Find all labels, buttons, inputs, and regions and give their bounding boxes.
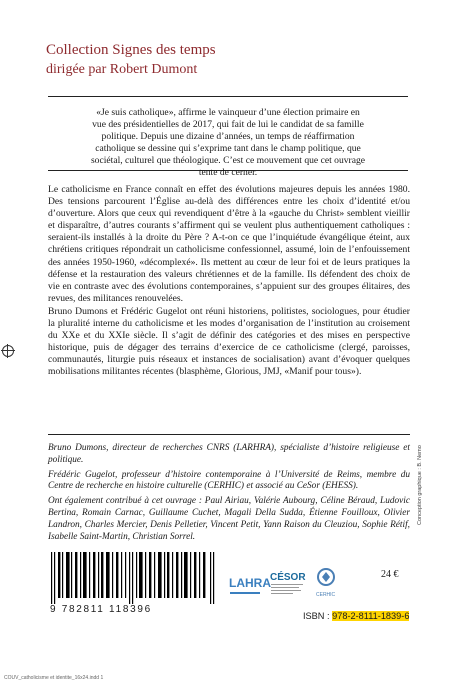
intro-line: vue des présidentielles de 2017, qui fait de lui le candidat de sa famille bbox=[92, 119, 364, 130]
body-text bbox=[48, 184, 410, 380]
intro-line: «Je suis catholique», affirme le vainqueur d’une élection primaire en bbox=[96, 107, 360, 118]
cesor-logo-text: CÉSOR bbox=[270, 572, 306, 583]
body-paragraph: Bruno Dumons et Frédéric Gugelot ont réuni historiens, politistes, sociologues, pour étudier la pluralité interne du catholicisme et les modes d’organisation de l’institution au croisement du XXe et du XXIe siècle. Il s’agit de définir des catégories et des mises en perspective historique, puis de dégager des terrains d’exercice de ce catholicisme (clergé, paroisses, communautés, liturgie puis réseaux et instances de socialisation) avant d’évoquer quelques mobilisations militantes récentes (blasphème, Glorious, JMJ, «Manif pour tous»). bbox=[48, 305, 410, 378]
cerhic-logo-text: CERHIC bbox=[316, 592, 336, 598]
intro-line: politique. Depuis une dizaine d’années, un temps de réaffirmation bbox=[101, 131, 355, 142]
design-credit: Conception graphique : B. Nemo bbox=[417, 445, 423, 525]
barcode-image bbox=[49, 552, 219, 604]
author-paragraph: Bruno Dumons, directeur de recherches CNRS (LARHRA), spécialiste d’histoire religieuse et politique. bbox=[48, 443, 410, 465]
lahra-logo bbox=[228, 572, 271, 600]
isbn bbox=[303, 611, 409, 621]
body-paragraph: Le catholicisme en France connaît en effet des évolutions majeures depuis les années 1980. Des tensions parcourent l’Église au-delà des différences entre les choix d’identité et/ou d’ouverture. Alors que ceux qui revendiquent d’être à la «gauche du Christ» semblent vieillir et disparaître, d’autres courants s’affirment qui se veulent plus authentiquement catholiques : seraient-ils installés à la droite du Père ? A-t-on ce que l’inquiétude évangélique éteint, aux chrétiens critiques répondrait un catholicisme confessionnel, assumé, loin de l’enfouissement des années 1950-1960, «décomplexé». Ils mettent au cœur de leur foi et de leurs pratiques la défense et la restauration des valeurs chrétiennes et de la famille. Ils défendent des choix de vie en contraste avec des évolutions contemporaines, s’appuient sur des groupes élitaires, des revues, des militances renouvelées. bbox=[48, 184, 410, 304]
collection-director: dirigée par Robert Dumont bbox=[46, 62, 198, 77]
intro-line: catholique se dessine qui s’exprime tant dans le champ politique, que bbox=[95, 143, 361, 154]
isbn-label: ISBN : bbox=[303, 611, 330, 621]
isbn-value: 978-2-8111-1839-6 bbox=[332, 611, 410, 621]
contributors-paragraph: Ont également contribué à cet ouvrage : Paul Airiau, Valérie Aubourg, Céline Béraud, Ludovic Bertina, Romain Carnac, Guillaume Cuchet, Magali Della Sudda, Étienne Fouilloux, Olivier Landron, Charles Mercier, Denis Pelletier, Vincent Petit, Yann Raison du Cleuziou, Sophie Rétif, Isabelle Saint-Martin, Christian Sorrel. bbox=[48, 496, 410, 542]
cesor-logo bbox=[269, 568, 307, 602]
barcode-number: 9 782811 118396 bbox=[50, 604, 152, 615]
lahra-logo-text: LAHRA bbox=[229, 576, 271, 590]
collection-title: Collection Signes des temps bbox=[46, 42, 216, 58]
price: 24 € bbox=[381, 569, 399, 580]
intro-line: sociétal, culturel que théologique. C’est ce mouvement que cet ouvrage bbox=[90, 155, 366, 166]
authors-block bbox=[48, 434, 410, 546]
print-file-footer: COUV_catholicisme et identite_16x24.indd 1 bbox=[4, 675, 104, 681]
registration-mark-icon bbox=[2, 345, 14, 357]
intro-box bbox=[48, 96, 408, 178]
author-paragraph: Frédéric Gugelot, professeur d’histoire contemporaine à l’Université de Reims, membre du Centre de recherche en histoire culturelle (CERHIC) et associé au CeSor (EHESS). bbox=[48, 469, 410, 492]
intro-line: tente de cerner. bbox=[198, 167, 258, 178]
cerhic-logo bbox=[316, 566, 336, 602]
